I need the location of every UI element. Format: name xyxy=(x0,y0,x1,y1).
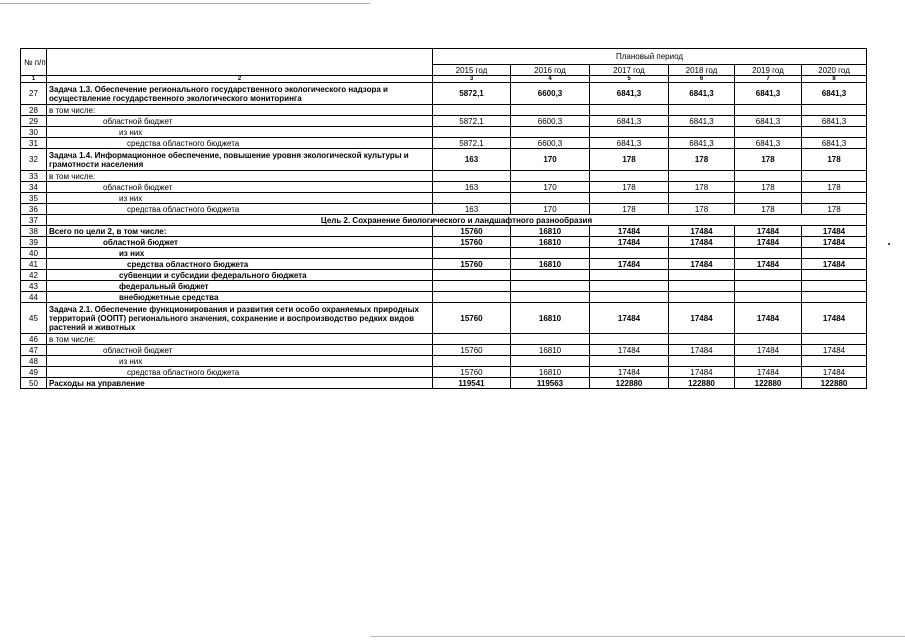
period-header: Плановый период xyxy=(433,49,867,65)
column-number: 8 xyxy=(802,76,867,83)
value-cell xyxy=(511,248,590,259)
value-cell: 17484 xyxy=(735,259,802,270)
value-cell: 17484 xyxy=(735,345,802,356)
value-cell: 6841,3 xyxy=(590,116,669,127)
value-cell xyxy=(735,171,802,182)
value-cell xyxy=(669,281,735,292)
value-cell: 178 xyxy=(802,182,867,193)
value-cell xyxy=(590,248,669,259)
value-cell: 17484 xyxy=(735,237,802,248)
value-cell: 17484 xyxy=(669,259,735,270)
value-cell: 17484 xyxy=(590,303,669,334)
top-edge-rule xyxy=(0,3,370,4)
row-number: 36 xyxy=(21,204,47,215)
column-number: 1 xyxy=(21,76,47,83)
budget-table xyxy=(20,48,867,389)
value-cell xyxy=(511,292,590,303)
row-label: областной бюджет xyxy=(47,182,433,193)
column-number: 4 xyxy=(511,76,590,83)
table-row xyxy=(21,127,867,138)
value-cell xyxy=(735,127,802,138)
row-number: 37 xyxy=(21,215,47,226)
value-cell: 15760 xyxy=(433,367,511,378)
value-cell xyxy=(802,356,867,367)
value-cell: 16810 xyxy=(511,259,590,270)
table-row xyxy=(21,105,867,116)
row-label: из них xyxy=(47,193,433,204)
value-cell xyxy=(433,270,511,281)
row-number: 46 xyxy=(21,334,47,345)
value-cell: 17484 xyxy=(802,367,867,378)
table-row xyxy=(21,334,867,345)
value-cell: 6841,3 xyxy=(802,83,867,105)
table-row xyxy=(21,83,867,105)
row-label: субвенции и субсидии федерального бюджета xyxy=(47,270,433,281)
value-cell xyxy=(433,292,511,303)
row-number: 33 xyxy=(21,171,47,182)
row-label: Расходы на управление xyxy=(47,378,433,389)
value-cell: 178 xyxy=(735,204,802,215)
value-cell xyxy=(802,193,867,204)
value-cell: 170 xyxy=(511,182,590,193)
table-row xyxy=(21,237,867,248)
value-cell xyxy=(669,127,735,138)
column-number: 5 xyxy=(590,76,669,83)
value-cell: 17484 xyxy=(735,367,802,378)
value-cell: 178 xyxy=(590,204,669,215)
table-row xyxy=(21,215,867,226)
value-cell: 122880 xyxy=(735,378,802,389)
value-cell xyxy=(669,292,735,303)
value-cell xyxy=(511,193,590,204)
value-cell: 163 xyxy=(433,149,511,171)
column-number: 3 xyxy=(433,76,511,83)
column-number: 2 xyxy=(47,76,433,83)
value-cell: 178 xyxy=(802,149,867,171)
row-label: средства областного бюджета xyxy=(47,367,433,378)
value-cell xyxy=(511,127,590,138)
value-cell xyxy=(433,171,511,182)
value-cell: 6841,3 xyxy=(735,116,802,127)
value-cell xyxy=(433,334,511,345)
value-cell: 5872,1 xyxy=(433,83,511,105)
row-label: из них xyxy=(47,127,433,138)
value-cell: 5872,1 xyxy=(433,138,511,149)
year-header: 2016 год xyxy=(511,65,590,76)
value-cell xyxy=(802,334,867,345)
value-cell: 16810 xyxy=(511,237,590,248)
value-cell: 17484 xyxy=(669,303,735,334)
value-cell: 17484 xyxy=(590,237,669,248)
value-cell: 16810 xyxy=(511,303,590,334)
value-cell xyxy=(669,171,735,182)
row-number: 38 xyxy=(21,226,47,237)
row-number: 32 xyxy=(21,149,47,171)
row-number: 45 xyxy=(21,303,47,334)
value-cell xyxy=(511,171,590,182)
value-cell xyxy=(433,356,511,367)
value-cell: 178 xyxy=(590,182,669,193)
row-number: 28 xyxy=(21,105,47,116)
row-number: 44 xyxy=(21,292,47,303)
value-cell xyxy=(802,105,867,116)
value-cell: 17484 xyxy=(669,226,735,237)
num-header: № п/п xyxy=(21,49,47,76)
table-row xyxy=(21,356,867,367)
value-cell xyxy=(735,334,802,345)
value-cell: 17484 xyxy=(735,303,802,334)
row-label: в том числе: xyxy=(47,334,433,345)
row-number: 48 xyxy=(21,356,47,367)
value-cell: 15760 xyxy=(433,303,511,334)
row-number: 50 xyxy=(21,378,47,389)
value-cell: 178 xyxy=(802,204,867,215)
value-cell: 178 xyxy=(669,182,735,193)
table-row xyxy=(21,193,867,204)
value-cell: 15760 xyxy=(433,345,511,356)
value-cell xyxy=(669,356,735,367)
value-cell xyxy=(735,356,802,367)
value-cell: 122880 xyxy=(802,378,867,389)
value-cell: 17484 xyxy=(590,345,669,356)
value-cell: 6600,3 xyxy=(511,138,590,149)
value-cell: 17484 xyxy=(669,367,735,378)
value-cell xyxy=(669,193,735,204)
value-cell xyxy=(433,193,511,204)
row-label: областной бюджет xyxy=(47,237,433,248)
value-cell xyxy=(590,292,669,303)
value-cell: 178 xyxy=(669,204,735,215)
value-cell xyxy=(802,270,867,281)
value-cell xyxy=(735,270,802,281)
table-row xyxy=(21,204,867,215)
row-label: средства областного бюджета xyxy=(47,138,433,149)
table-row xyxy=(21,259,867,270)
year-header: 2019 год xyxy=(735,65,802,76)
value-cell xyxy=(735,248,802,259)
row-number: 40 xyxy=(21,248,47,259)
value-cell xyxy=(590,171,669,182)
year-header: 2018 год xyxy=(669,65,735,76)
row-label: из них xyxy=(47,248,433,259)
value-cell xyxy=(669,248,735,259)
row-number: 34 xyxy=(21,182,47,193)
value-cell: 170 xyxy=(511,204,590,215)
value-cell: 15760 xyxy=(433,237,511,248)
scan-speck xyxy=(888,243,890,245)
value-cell xyxy=(590,270,669,281)
value-cell: 119563 xyxy=(511,378,590,389)
table-row xyxy=(21,138,867,149)
value-cell: 170 xyxy=(511,149,590,171)
value-cell: 6600,3 xyxy=(511,116,590,127)
row-number: 42 xyxy=(21,270,47,281)
table-row xyxy=(21,292,867,303)
value-cell xyxy=(590,127,669,138)
table-row xyxy=(21,116,867,127)
value-cell xyxy=(735,281,802,292)
row-label: Задача 1.3. Обеспечение регионального государственного экологического надзора и осуществление государственного экологического мониторинга xyxy=(47,83,433,105)
row-number: 39 xyxy=(21,237,47,248)
value-cell xyxy=(735,292,802,303)
value-cell: 6841,3 xyxy=(669,116,735,127)
value-cell: 6841,3 xyxy=(735,138,802,149)
value-cell xyxy=(590,334,669,345)
value-cell xyxy=(433,127,511,138)
table-row xyxy=(21,182,867,193)
column-number: 7 xyxy=(735,76,802,83)
table-row xyxy=(21,367,867,378)
row-number: 47 xyxy=(21,345,47,356)
value-cell xyxy=(511,281,590,292)
row-number: 27 xyxy=(21,83,47,105)
row-label: Всего по цели 2, в том числе: xyxy=(47,226,433,237)
row-label: областной бюджет xyxy=(47,345,433,356)
value-cell: 17484 xyxy=(802,237,867,248)
value-cell xyxy=(802,171,867,182)
table-row xyxy=(21,226,867,237)
value-cell xyxy=(590,281,669,292)
value-cell: 6841,3 xyxy=(590,83,669,105)
value-cell: 16810 xyxy=(511,345,590,356)
value-cell: 6841,3 xyxy=(802,138,867,149)
year-header: 2017 год xyxy=(590,65,669,76)
value-cell: 6841,3 xyxy=(669,83,735,105)
value-cell: 178 xyxy=(735,149,802,171)
row-number: 41 xyxy=(21,259,47,270)
value-cell: 163 xyxy=(433,182,511,193)
value-cell: 5872,1 xyxy=(433,116,511,127)
value-cell xyxy=(669,334,735,345)
row-number: 35 xyxy=(21,193,47,204)
bottom-edge-rule xyxy=(370,636,905,637)
year-header: 2020 год xyxy=(802,65,867,76)
value-cell: 17484 xyxy=(590,259,669,270)
row-label: областной бюджет xyxy=(47,116,433,127)
value-cell xyxy=(735,193,802,204)
goal-heading: Цель 2. Сохранение биологического и ландшафтного разнообразия xyxy=(47,215,867,226)
table-row xyxy=(21,378,867,389)
value-cell: 119541 xyxy=(433,378,511,389)
row-label: Задача 1.4. Информационное обеспечение, повышение уровня экологической культуры и грамотности населения xyxy=(47,149,433,171)
value-cell: 122880 xyxy=(669,378,735,389)
row-number: 49 xyxy=(21,367,47,378)
value-cell: 17484 xyxy=(669,345,735,356)
value-cell xyxy=(511,356,590,367)
name-header xyxy=(47,49,433,76)
value-cell: 6841,3 xyxy=(669,138,735,149)
value-cell: 15760 xyxy=(433,259,511,270)
row-label: средства областного бюджета xyxy=(47,259,433,270)
value-cell: 17484 xyxy=(735,226,802,237)
value-cell xyxy=(511,270,590,281)
value-cell xyxy=(511,334,590,345)
value-cell xyxy=(590,193,669,204)
value-cell: 15760 xyxy=(433,226,511,237)
value-cell: 6600,3 xyxy=(511,83,590,105)
value-cell: 17484 xyxy=(802,226,867,237)
value-cell: 6841,3 xyxy=(802,116,867,127)
table-row xyxy=(21,270,867,281)
value-cell xyxy=(735,105,802,116)
value-cell xyxy=(802,292,867,303)
row-number: 43 xyxy=(21,281,47,292)
row-number: 29 xyxy=(21,116,47,127)
value-cell xyxy=(669,270,735,281)
table-row xyxy=(21,345,867,356)
value-cell: 178 xyxy=(590,149,669,171)
value-cell: 178 xyxy=(669,149,735,171)
value-cell: 17484 xyxy=(802,259,867,270)
row-label: федеральный бюджет xyxy=(47,281,433,292)
value-cell: 122880 xyxy=(590,378,669,389)
value-cell xyxy=(802,248,867,259)
value-cell xyxy=(433,248,511,259)
row-label: внебюджетные средства xyxy=(47,292,433,303)
row-number: 31 xyxy=(21,138,47,149)
value-cell xyxy=(669,105,735,116)
value-cell: 17484 xyxy=(802,345,867,356)
value-cell: 163 xyxy=(433,204,511,215)
value-cell xyxy=(802,281,867,292)
row-label: в том числе: xyxy=(47,171,433,182)
value-cell: 17484 xyxy=(802,303,867,334)
value-cell xyxy=(590,105,669,116)
row-label: в том числе: xyxy=(47,105,433,116)
table-row xyxy=(21,303,867,334)
year-header: 2015 год xyxy=(433,65,511,76)
column-number: 6 xyxy=(669,76,735,83)
row-number: 30 xyxy=(21,127,47,138)
value-cell xyxy=(590,356,669,367)
value-cell xyxy=(433,105,511,116)
table-row xyxy=(21,149,867,171)
value-cell xyxy=(511,105,590,116)
value-cell: 17484 xyxy=(590,367,669,378)
value-cell: 6841,3 xyxy=(735,83,802,105)
value-cell: 16810 xyxy=(511,226,590,237)
value-cell: 17484 xyxy=(590,226,669,237)
value-cell: 6841,3 xyxy=(590,138,669,149)
row-label: Задача 2.1. Обеспечение функционирования и развития сети особо охраняемых природных территорий (ООПТ) регионального значения, сохранение и воспроизводство редких видов растений и животных xyxy=(47,303,433,334)
value-cell xyxy=(802,127,867,138)
table-row xyxy=(21,171,867,182)
value-cell: 16810 xyxy=(511,367,590,378)
row-label: из них xyxy=(47,356,433,367)
value-cell xyxy=(433,281,511,292)
table-row xyxy=(21,248,867,259)
value-cell: 178 xyxy=(735,182,802,193)
row-label: средства областного бюджета xyxy=(47,204,433,215)
table-row xyxy=(21,281,867,292)
value-cell: 17484 xyxy=(669,237,735,248)
